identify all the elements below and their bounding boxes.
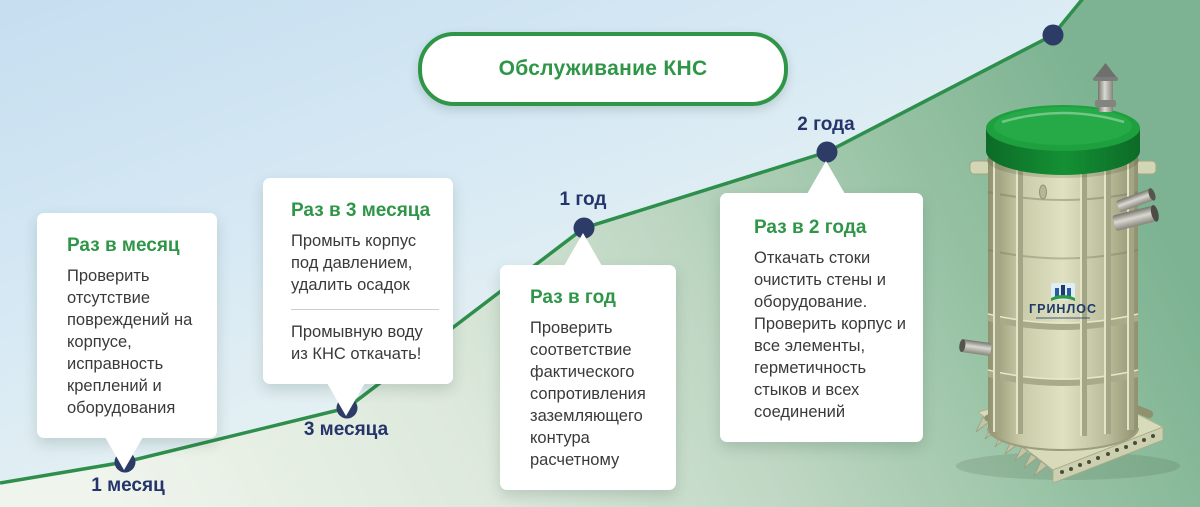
- card-title: Раз в год: [530, 287, 616, 308]
- card-pointer: [564, 233, 602, 266]
- card-body: Проверить соответствие фактического сопротивления заземляющего контура расчетному: [530, 319, 646, 469]
- milestone-label-1-month: 1 месяц: [91, 475, 165, 496]
- card-body: Промыть корпус под давлением, удалить осадок: [291, 232, 417, 294]
- maintenance-card-biennial: [720, 193, 923, 442]
- lug-right: [1136, 161, 1156, 174]
- card-title: Раз в месяц: [67, 235, 180, 256]
- card-body: Проверить отсутствие повреждений на корпусе, исправность креплений и оборудования: [67, 267, 193, 417]
- card-divider: [291, 309, 439, 310]
- milestone-label-1-year: 1 год: [559, 189, 607, 210]
- card-body: Откачать стоки очистить стены и оборудование. Проверить корпус и все элементы, герметичность стыков и всех соединений: [754, 249, 906, 421]
- page-title: Обслуживание КНС: [498, 57, 708, 80]
- lug-left: [970, 161, 990, 174]
- title-badge: [418, 32, 788, 106]
- card-title: Раз в 2 года: [754, 217, 867, 238]
- maintenance-card-yearly: [500, 265, 676, 490]
- card-pointer: [807, 161, 845, 194]
- card-pointer: [105, 437, 143, 470]
- brand-tagline: [1036, 317, 1090, 319]
- card-pointer: [327, 383, 365, 416]
- milestone-dot: [1043, 25, 1064, 46]
- card-title: Раз в 3 месяца: [291, 200, 431, 221]
- tank-mark: [1040, 185, 1047, 199]
- milestone-label-2-years: 2 года: [797, 114, 855, 135]
- maintenance-card-monthly: [37, 213, 217, 438]
- milestone-label-3-months: 3 месяца: [303, 419, 389, 440]
- maintenance-card-quarterly: [263, 178, 453, 384]
- brand-name: ГРИНЛОС: [1029, 302, 1097, 316]
- milestone-dot: [817, 142, 838, 163]
- card-body-note: Промывную воду из КНС откачать!: [291, 322, 423, 363]
